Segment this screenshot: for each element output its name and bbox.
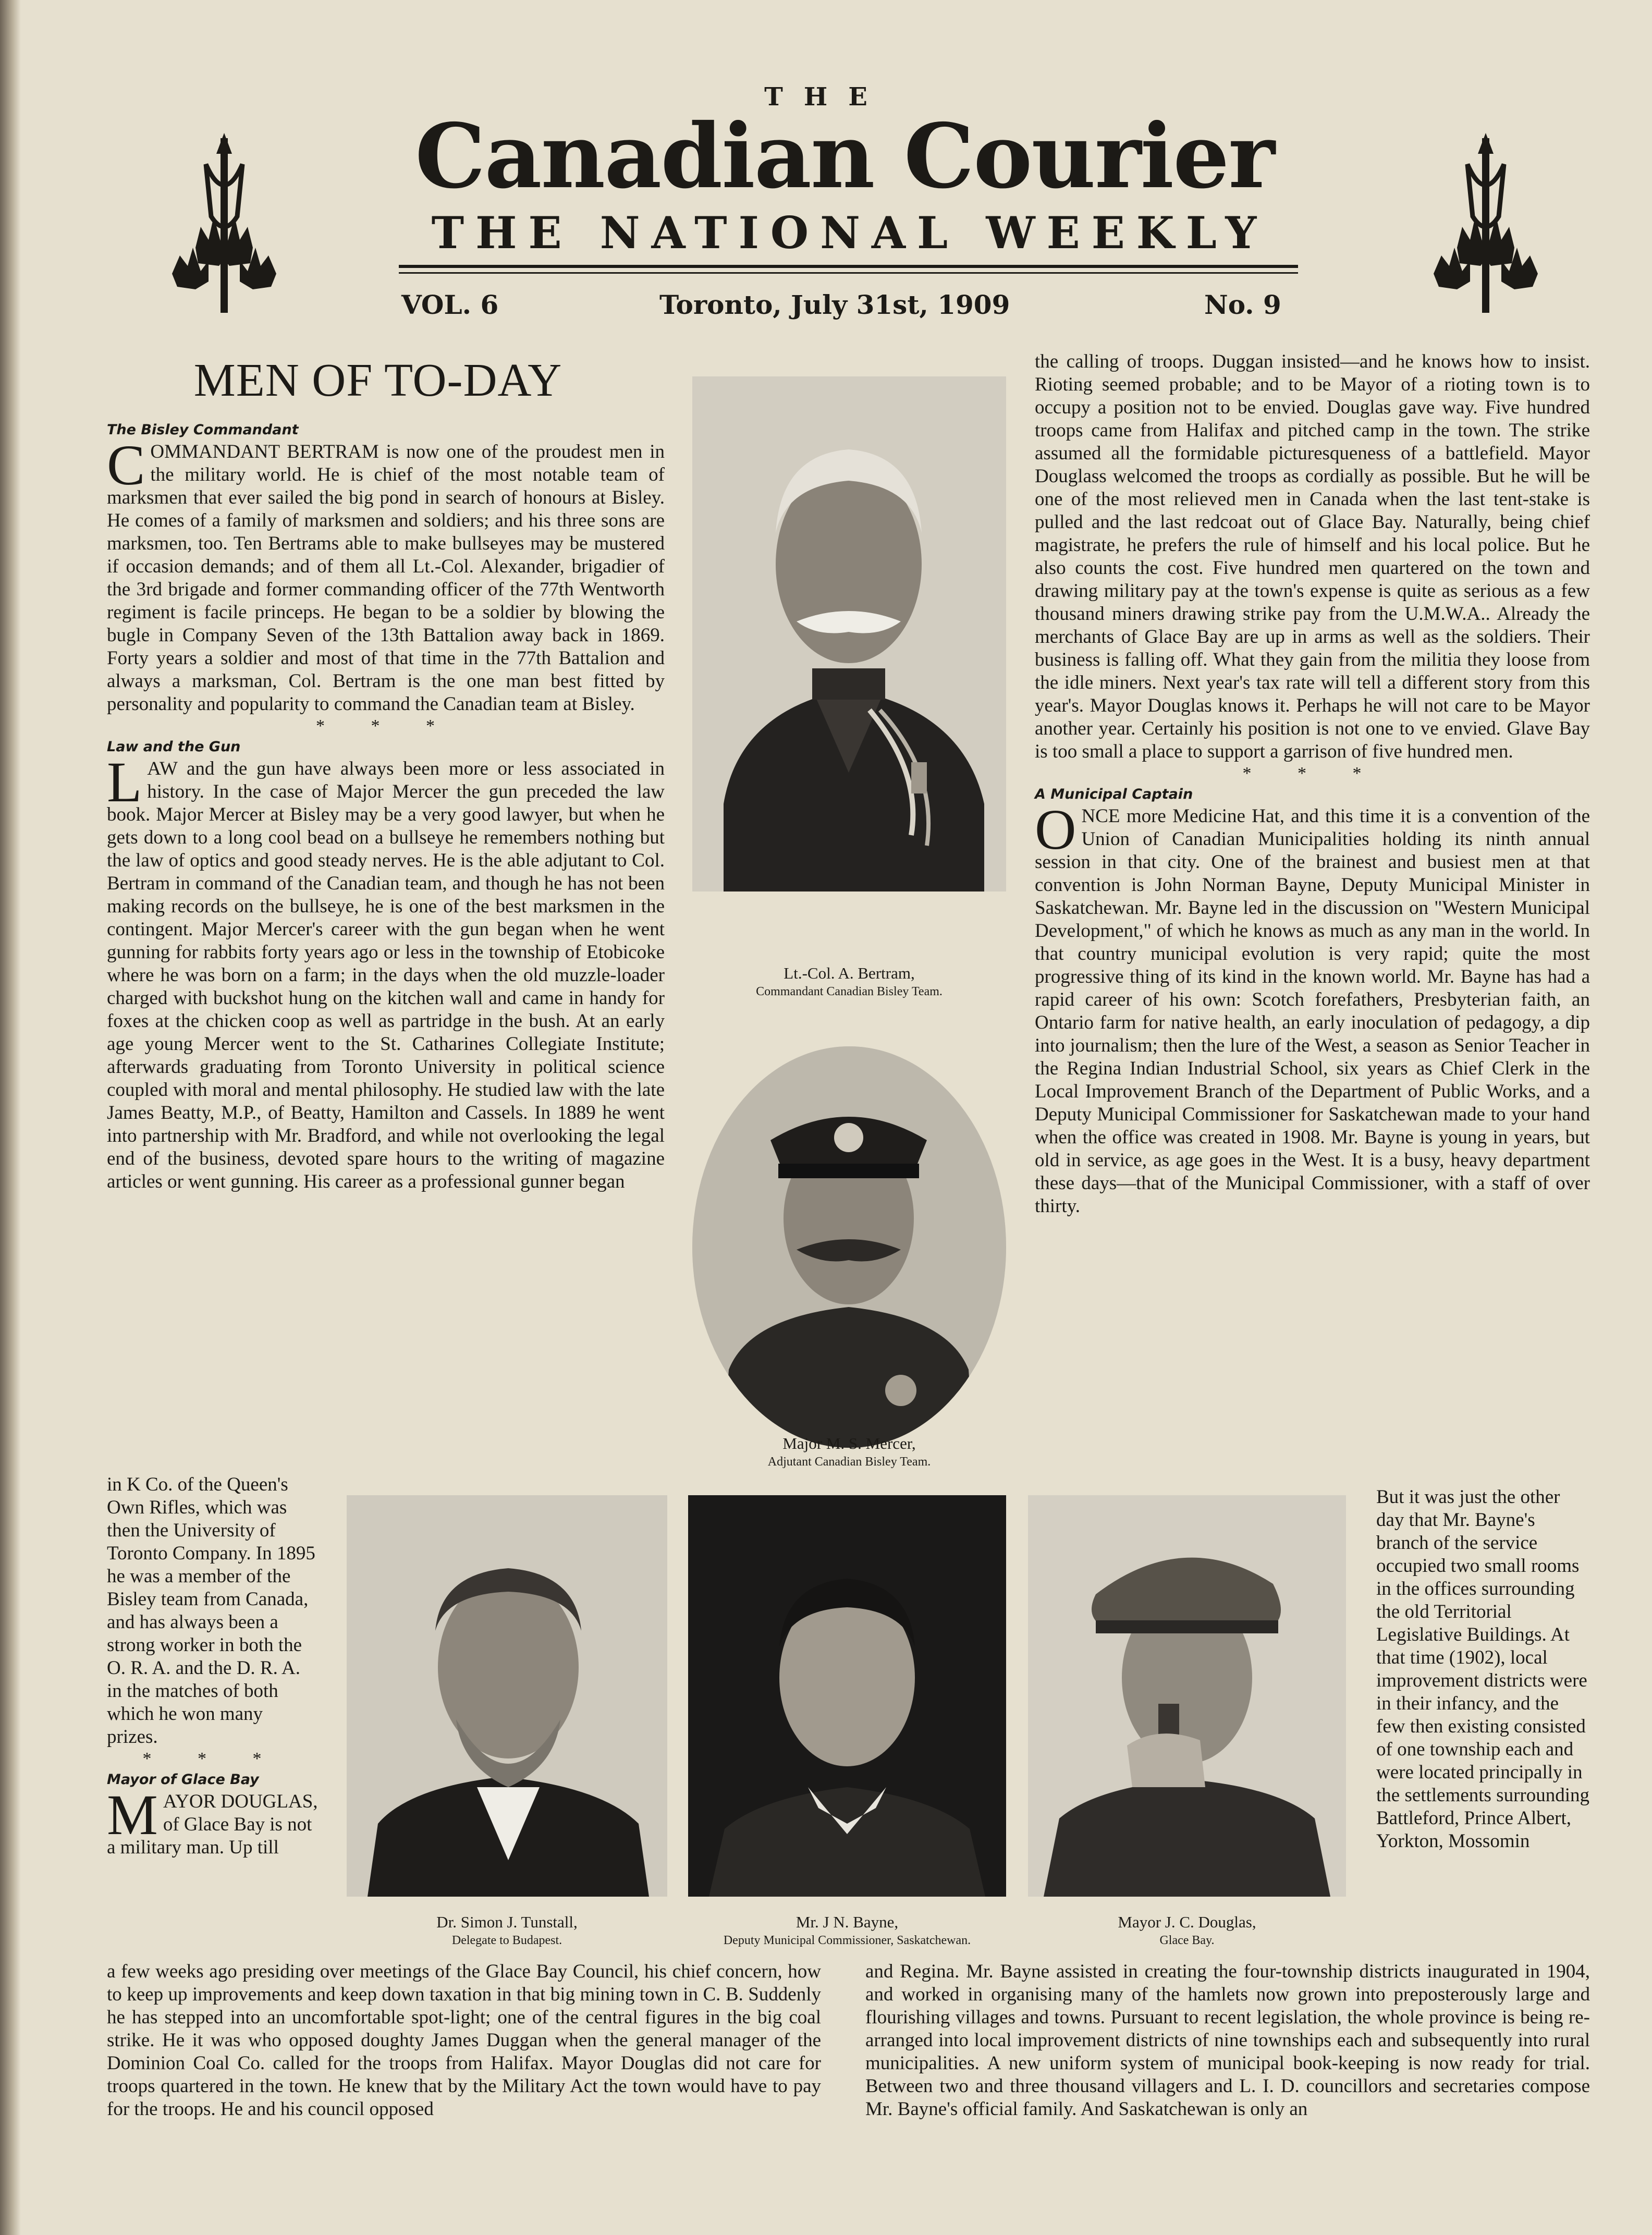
paragraph-glace-end: the calling of troops. Duggan insisted—and he knows how to insist. Rioting seemed probable; and to be Mayor of a rioting town is to occupy a position not to be envied. Douglas gave way. Five hundred troops came from Halifax and pitched camp in the town. The strike assumed all the formidable picturesqueness of a battlefield. Mayor Douglass welcomed the troops as cordially as possible. But he will be one of the most relieved men in Canada when the last tent-stake is pulled and the last redcoat out of Glace Bay. Naturally, being chief magistrate, he prefers the rule of himself and his local police. But he also counts the cost. Five hundred men quartered on the town and drawing military pay at the town's expense is quite as serious as a few thousand miners drawing strike pay from the U.M.W.A.. Already the merchants of Glace Bay are up in arms as well as the soldiers. Their business is falling off. What they gain from the militia they loose from the idle miners. Next year's tax rate will tell a different story from this year's. Mayor Douglas knows it. Perhaps he will not care to be Mayor another year. Certainly his position is not one to ve envied. Glave Bay is too small a place to support a garrison of five hundred men.: [1035, 351, 1590, 762]
caption-role: Deputy Municipal Commissioner, Saskatchewan.: [723, 1934, 971, 1947]
paragraph-municipal-cont: But it was just the other day that Mr. Bayne's branch of the service occupied two small rooms in the offices surrounding the old Territorial Legislative Buildings. At that time (1902), local improvement districts were in their infancy, and the few then existing consisted of one township each and were located principally in the settlements surrounding Battleford, Prince Albert, Yorkton, Mossomin: [1376, 1486, 1589, 1852]
caption-name: Mayor J. C. Douglas,: [1118, 1913, 1256, 1931]
caption-name: Major M. S. Mercer,: [782, 1434, 916, 1452]
left-column: [107, 420, 665, 1193]
subhead-bisley: The Bisley Commandant: [107, 422, 299, 438]
masthead-the: THE: [764, 82, 888, 112]
separator: * * *: [1242, 764, 1382, 783]
subhead-municipal: A Municipal Captain: [1035, 786, 1193, 802]
caption-bertram: [692, 963, 1006, 1000]
issue-number: No. 9: [1204, 289, 1281, 320]
paragraph-law-cont: in K Co. of the Queen's Own Rifles, which was then the University of Toronto Company. In 1895 he was a member of the Bisley team from Canada, and has always been a strong worker in both the O. R. A. and the D. R. A. in the matches of both which he won many prizes.: [107, 1474, 315, 1748]
paragraph-glace-cont: a few weeks ago presiding over meetings of the Glace Bay Council, his chief concern, how to keep up improvements and keep down taxation in that big mining town in C. B. Suddenly he has stepped into an uncomfortable spot-light; one of the central figures in the big coal strike. He it was who opposed doughty James Duggan when the general manager of the Dominion Coal Co. called for the troops from Halifax. Mayor Douglas did not care for troops quartered in the town. He knew that by the Military Act the town would have to pay for the troops. He and his council opposed: [107, 1961, 821, 2120]
paragraph-municipal-end: and Regina. Mr. Bayne assisted in creating the four-township districts inaugurated in 1904, and worked in organising many of the hamlets now grown into preposterously large and flourishing villages and towns. Pursuant to recent legislation, the whole province is being re-arranged into local improvement districts of nine townships each and subsequently into rural municipalities. A new uniform system of municipal book-keeping is now ready for trial. Between two and three thousand villagers and L. I. D. councillors and secretaries compose Mr. Bayne's official family. And Saskatchewan is only an: [865, 1961, 1590, 2120]
portrait-bayne: [688, 1495, 1006, 1897]
caption-role: Adjutant Canadian Bisley Team.: [767, 1455, 931, 1469]
separator: * * *: [142, 1749, 283, 1768]
paragraph-law: [107, 750, 665, 1193]
dropcap: C: [107, 433, 145, 497]
caption-mercer: [692, 1434, 1006, 1470]
caption-tunstall: [347, 1912, 667, 1949]
portrait-bertram: [692, 376, 1006, 891]
issue-volume: VOL. 6: [401, 289, 499, 320]
caption-bayne: [657, 1912, 1037, 1949]
dropcap: O: [1035, 798, 1076, 861]
dropcap: M: [107, 1783, 158, 1847]
maple-leaf-emblem-icon: [164, 133, 284, 321]
article-heading: MEN OF TO-DAY: [193, 355, 562, 406]
bottom-right-column: [865, 1960, 1590, 2121]
caption-role: Delegate to Budapest.: [451, 1934, 562, 1947]
subhead-glace: Mayor of Glace Bay: [107, 1772, 259, 1788]
paragraph-glace: [107, 1783, 318, 1859]
separator: * * *: [316, 716, 456, 736]
body-text: OMMANDANT BERTRAM is now one of the proudest men in the military world. He is chief of the most notable team of marksmen that ever sailed the big pond in search of honours at Bisley. He comes of a family of marksmen and soldiers; and his three sons are marksmen, too. Ten Bertrams able to make bullseyes may be mustered if occasion demands; and of them all Lt.-Col. Alexander, brigadier of the 3rd brigade and former commanding officer of the 77th Wentworth regiment is facile princeps. He began to be a soldier by blowing the bugle in Company Seven of the 13th Battalion away back in 1869. Forty years a soldier and most of that time in the 77th Battalion and always a marksman, Col. Bertram is the one man best fitted by personality and popularity to command the Canadian team at Bisley.: [107, 441, 665, 715]
caption-name: Mr. J N. Bayne,: [796, 1913, 899, 1931]
right-column: [1035, 350, 1590, 1218]
masthead-title: Canadian Courier: [415, 104, 1274, 209]
caption-name: Lt.-Col. A. Bertram,: [784, 964, 915, 982]
portrait-tunstall: [347, 1495, 667, 1897]
caption-name: Dr. Simon J. Tunstall,: [436, 1913, 578, 1931]
right-narrow-column: [1376, 1486, 1590, 1853]
body-text: AW and the gun have always been more or less associated in history. In the case of Major Mercer the gun preceded the law book. Major Mercer at Bisley may be a very good lawyer, but when he gets down to a long cool bead on a bullseye he remembers nothing but the law of optics and good steady nerves. He is the able adjutant to Col. Bertram in command of the Canadian team, and though he has not been making records on the bullseye, he is one of the best marksmen in the contingent. Major Mercer's career with the gun began when he went gunning for rabbits forty years ago or less in the township of Etobicoke where he was born on a farm; in the days when the old muzzle-loader charged with buckshot hung on the kitchen wall and came in handy for foxes at the chicken coop as well as partridge in the bush. At an early age young Mercer went to the St. Catharines Collegiate Institute; afterwards graduating from Toronto University in political science coupled with moral and mental philosophy. He studied law with the late James Beatty, M.P., of Beatty, Hamilton and Cassels. In 1889 he went into partnership with Mr. Bradford, and while not overlooking the legal end of the business, devoted spare hours to the writing of magazine articles or went gunning. His career as a professional gunner began: [107, 758, 665, 1192]
body-text: NCE more Medicine Hat, and this time it is a convention of the Union of Canadian Municipalities holding its ninth annual session in that city. One of the brainest and busiest men at that convention is John Norman Bayne, Deputy Municipal Minister in Saskatchewan. Mr. Bayne led in the discussion on "Western Municipal Development," of which he knows as much as any man in the world. In that country municipal evolution is very rapid; quite the most progressive thing of its kind in the known world. Mr. Bayne has had a rapid career of his own: Scotch forefathers, Presbyterian faith, an Ontario farm for native health, an early inoculation of pedagogy, a dip into journalism; then the lure of the West, a season as Senior Teacher in the Regina Indian Industrial School, six years as Chief Clerk in the Local Improvement Branch of the Department of Public Works, and a Deputy Municipal Commissioner for Saskatchewan made to your hand when the office was created in 1908. Mr. Bayne is young in years, but old in service, as age goes in the West. It is a busy, heavy department these days—that of the Municipal Commissioner, with a staff of over thirty.: [1035, 805, 1590, 1217]
subhead-law: Law and the Gun: [107, 739, 241, 755]
paragraph-municipal: [1035, 798, 1590, 1218]
caption-role: Glace Bay.: [1159, 1934, 1215, 1947]
caption-douglas: [1028, 1912, 1346, 1949]
left-narrow-column: [107, 1473, 318, 1859]
caption-role: Commandant Canadian Bisley Team.: [756, 985, 943, 998]
masthead-subtitle: THE NATIONAL WEEKLY: [431, 207, 1268, 259]
body-text: AYOR DOUGLAS, of Glace Bay is not a military man. Up till: [107, 1791, 318, 1858]
portrait-mercer: [692, 1046, 1006, 1448]
masthead-rule: [399, 272, 1298, 274]
paragraph-bisley: [107, 433, 665, 716]
maple-leaf-emblem-icon: [1426, 133, 1546, 321]
bottom-left-column: [107, 1960, 821, 2121]
portrait-douglas: [1028, 1495, 1346, 1897]
issue-dateline: Toronto, July 31st, 1909: [659, 289, 1010, 320]
dropcap: L: [107, 750, 142, 814]
masthead-rule: [399, 265, 1298, 268]
